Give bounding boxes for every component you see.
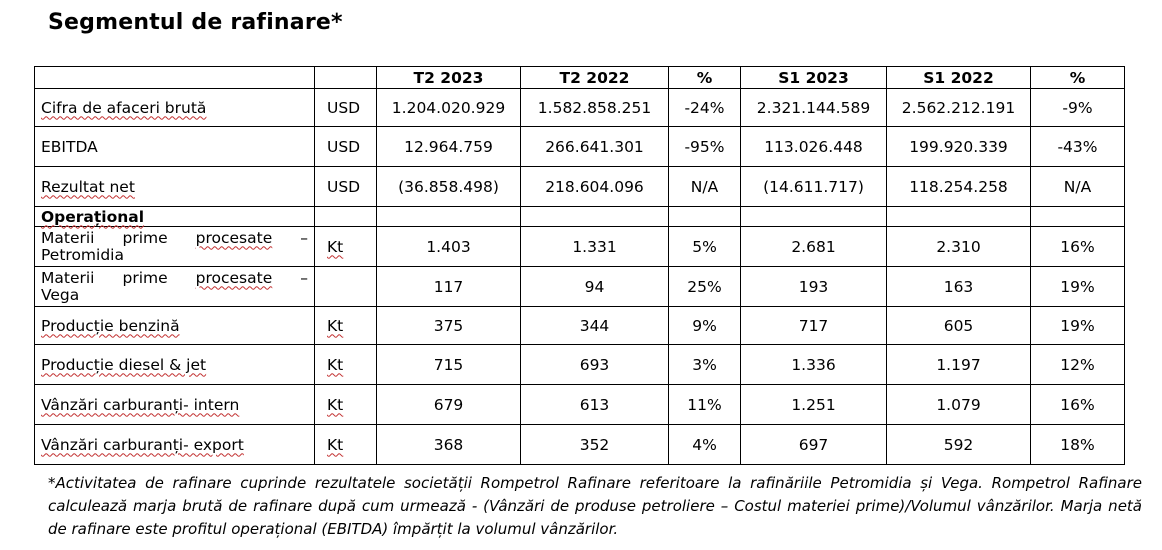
cell: 94	[521, 267, 669, 307]
cell: 117	[377, 267, 521, 307]
cell: 3%	[669, 345, 741, 385]
cell: 693	[521, 345, 669, 385]
cell: 679	[377, 385, 521, 425]
header-pct-t2: %	[669, 67, 741, 89]
cell: 2.310	[887, 227, 1031, 267]
cell: N/A	[669, 167, 741, 207]
row-label: Materii prime procesate – Petromidia	[35, 227, 315, 267]
row-unit: USD	[315, 127, 377, 167]
header-t2-2022: T2 2022	[521, 67, 669, 89]
table-row	[35, 227, 1125, 267]
cell: 1.582.858.251	[521, 89, 669, 127]
footnote: *Activitatea de rafinare cuprinde rezultatele societății Rompetrol Rafinare referitoare la rafinăriile Petromidia și Vega. Rompetrol Rafinare calculează marja brută de rafinare după cum urmează - (Vânzări de produse petroliere – Costul materiei prime)/Volumul vânzărilor. Marja netă de rafinare este profitul operațional (EBITDA) împărțit la volumul vânzărilor.	[48, 474, 1142, 538]
cell: 118.254.258	[887, 167, 1031, 207]
cell: 5%	[669, 227, 741, 267]
cell: -43%	[1031, 127, 1125, 167]
table-row	[35, 127, 1125, 167]
row-label: Vânzări carburanți- export	[35, 425, 315, 465]
cell: 375	[377, 307, 521, 345]
cell: 613	[521, 385, 669, 425]
page-title: Segmentul de rafinare*	[48, 10, 343, 35]
table-row	[35, 425, 1125, 465]
cell: -9%	[1031, 89, 1125, 127]
cell: 12.964.759	[377, 127, 521, 167]
row-unit: USD	[315, 167, 377, 207]
table-row	[35, 267, 1125, 307]
table-row	[35, 345, 1125, 385]
row-unit: Kt	[315, 227, 377, 267]
cell: 717	[741, 307, 887, 345]
cell: 697	[741, 425, 887, 465]
cell: (14.611.717)	[741, 167, 887, 207]
cell: 715	[377, 345, 521, 385]
header-pct-s1: %	[1031, 67, 1125, 89]
cell: 25%	[669, 267, 741, 307]
section-header-row	[35, 207, 1125, 227]
cell: 218.604.096	[521, 167, 669, 207]
cell: 193	[741, 267, 887, 307]
cell: 368	[377, 425, 521, 465]
cell: 1.403	[377, 227, 521, 267]
refining-segment-table	[34, 66, 1125, 465]
cell: 163	[887, 267, 1031, 307]
cell: (36.858.498)	[377, 167, 521, 207]
row-label: Materii prime procesate – Vega	[35, 267, 315, 307]
cell: 1.204.020.929	[377, 89, 521, 127]
cell: 266.641.301	[521, 127, 669, 167]
cell: 18%	[1031, 425, 1125, 465]
cell: 12%	[1031, 345, 1125, 385]
row-unit: USD	[315, 89, 377, 127]
header-s1-2022: S1 2022	[887, 67, 1031, 89]
section-label: Operațional	[35, 207, 315, 227]
cell: 352	[521, 425, 669, 465]
header-label	[35, 67, 315, 89]
cell: 2.562.212.191	[887, 89, 1031, 127]
header-t2-2023: T2 2023	[377, 67, 521, 89]
table-row	[35, 307, 1125, 345]
table-row	[35, 385, 1125, 425]
row-unit	[315, 267, 377, 307]
cell: 19%	[1031, 307, 1125, 345]
cell: 1.197	[887, 345, 1031, 385]
cell: 2.681	[741, 227, 887, 267]
cell: -95%	[669, 127, 741, 167]
row-label: Producție benzină	[35, 307, 315, 345]
cell: 592	[887, 425, 1031, 465]
row-unit: Kt	[315, 425, 377, 465]
cell: 9%	[669, 307, 741, 345]
cell: N/A	[1031, 167, 1125, 207]
row-label: Cifra de afaceri brută	[35, 89, 315, 127]
row-label: Producție diesel & jet	[35, 345, 315, 385]
cell: 605	[887, 307, 1031, 345]
cell: 1.336	[741, 345, 887, 385]
header-s1-2023: S1 2023	[741, 67, 887, 89]
table-row	[35, 167, 1125, 207]
cell: -24%	[669, 89, 741, 127]
row-label: Rezultat net	[35, 167, 315, 207]
row-unit: Kt	[315, 345, 377, 385]
cell: 16%	[1031, 227, 1125, 267]
cell: 2.321.144.589	[741, 89, 887, 127]
row-label: EBITDA	[35, 127, 315, 167]
cell: 199.920.339	[887, 127, 1031, 167]
header-unit	[315, 67, 377, 89]
cell: 1.251	[741, 385, 887, 425]
cell: 1.331	[521, 227, 669, 267]
cell: 11%	[669, 385, 741, 425]
cell: 16%	[1031, 385, 1125, 425]
cell: 4%	[669, 425, 741, 465]
row-unit: Kt	[315, 307, 377, 345]
table-header-row	[35, 67, 1125, 89]
row-unit: Kt	[315, 385, 377, 425]
cell: 1.079	[887, 385, 1031, 425]
cell: 344	[521, 307, 669, 345]
cell: 19%	[1031, 267, 1125, 307]
table-row	[35, 89, 1125, 127]
row-label: Vânzări carburanți- intern	[35, 385, 315, 425]
cell: 113.026.448	[741, 127, 887, 167]
